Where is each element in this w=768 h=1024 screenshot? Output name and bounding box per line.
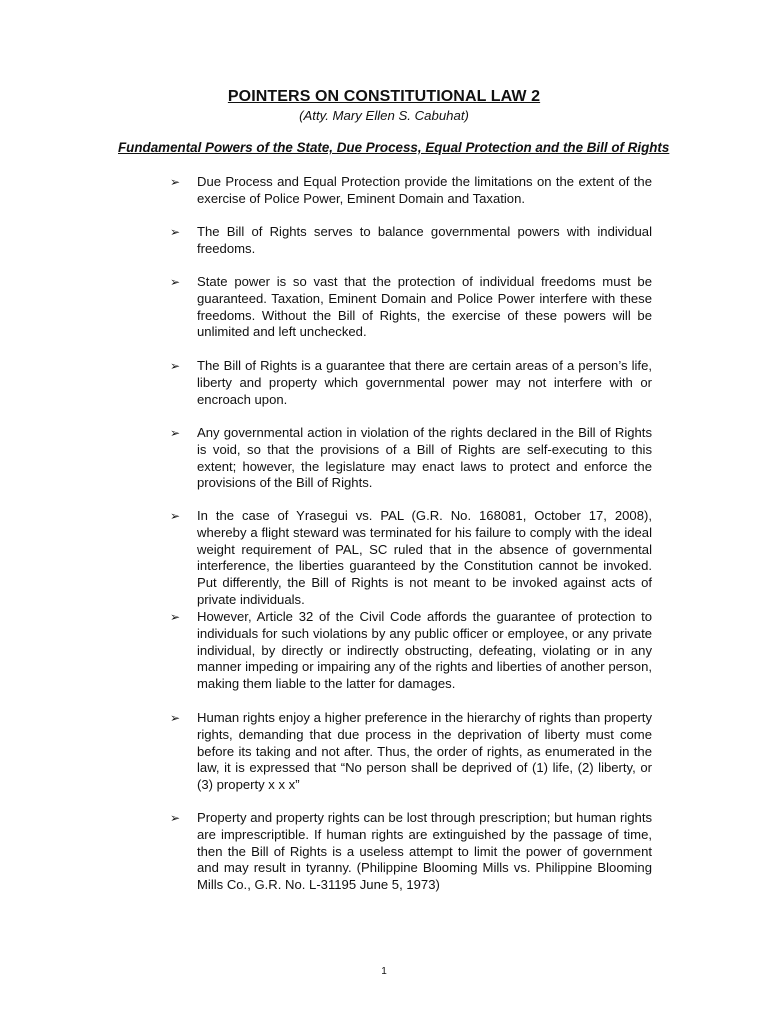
arrow-bullet-icon: ➢ [170,359,181,373]
arrow-bullet-icon: ➢ [170,711,181,725]
list-item [170,358,652,408]
list-item-text: Any governmental action in violation of the rights declared in the Bill of Rights is void, so that the provisions of a Bill of Rights are self-executing to this extent; however, the legislature may enact laws to protect and enforce the provisions of the Bill of Rights. [197,425,652,491]
list-item [170,274,652,341]
list-item [170,224,652,258]
list-item-text: In the case of Yrasegui vs. PAL (G.R. No. 168081, October 17, 2008), whereby a flight steward was terminated for his failure to comply with the ideal weight requirement of PAL, SC ruled that in the absence of governmental interference, the liberties guaranteed by the Constitution cannot be invoked. Put differently, the Bill of Rights is not meant to be invoked against acts of private individuals. [197,508,652,607]
list-item-text: The Bill of Rights serves to balance governmental powers with individual freedoms. [197,224,652,256]
list-item [170,710,652,794]
list-item-text: However, Article 32 of the Civil Code affords the guarantee of protection to individuals for such violations by any public officer or employee, or any private individual, by directly or indirectly obstructing, defeating, violating or in any manner impeding or impairing any of the rights and liberties of another person, making them liable to the latter for damages. [197,609,652,692]
document-title: POINTERS ON CONSTITUTIONAL LAW 2 [227,88,541,105]
arrow-bullet-icon: ➢ [170,610,181,624]
arrow-bullet-icon: ➢ [170,426,181,440]
list-item [170,508,652,609]
list-item [170,810,652,894]
list-item [170,425,652,492]
document-author: (Atty. Mary Ellen S. Cabuhat) [299,108,469,123]
list-item-text: State power is so vast that the protection of individual freedoms must be guaranteed. Taxation, Eminent Domain and Police Power interfere with these freedoms. Without the Bill of Rights, the exercise of these powers will be unlimited and left unchecked. [197,274,652,340]
list-item-text: The Bill of Rights is a guarantee that there are certain areas of a person’s life, liberty and property which governmental power may not interfere with or encroach upon. [197,358,652,407]
arrow-bullet-icon: ➢ [170,509,181,523]
arrow-bullet-icon: ➢ [170,225,181,239]
list-item [170,609,652,693]
arrow-bullet-icon: ➢ [170,811,181,825]
list-item-text: Human rights enjoy a higher preference in the hierarchy of rights than property rights, demanding that due process in the deprivation of liberty must come before its taking and not after. Thus, the order of rights, as enumerated in the law, it is expressed that “No person shall be deprived of (1) life, (2) liberty, or (3) property x x x” [197,710,652,793]
page-number: 1 [381,966,387,977]
list-item-text: Due Process and Equal Protection provide the limitations on the extent of the exercise of Police Power, Eminent Domain and Taxation. [197,174,652,206]
arrow-bullet-icon: ➢ [170,275,181,289]
section-heading: Fundamental Powers of the State, Due Process, Equal Protection and the Bill of Rights [118,140,670,155]
list-item [170,174,652,208]
list-item-text: Property and property rights can be lost through prescription; but human rights are imprescriptible. If human rights are extinguished by the passage of time, then the Bill of Rights is a useless attempt to limit the power of government and may result in tyranny. (Philippine Blooming Mills vs. Philippine Blooming Mills Co., G.R. No. L-31195 June 5, 1973) [197,810,652,893]
arrow-bullet-icon: ➢ [170,175,181,189]
